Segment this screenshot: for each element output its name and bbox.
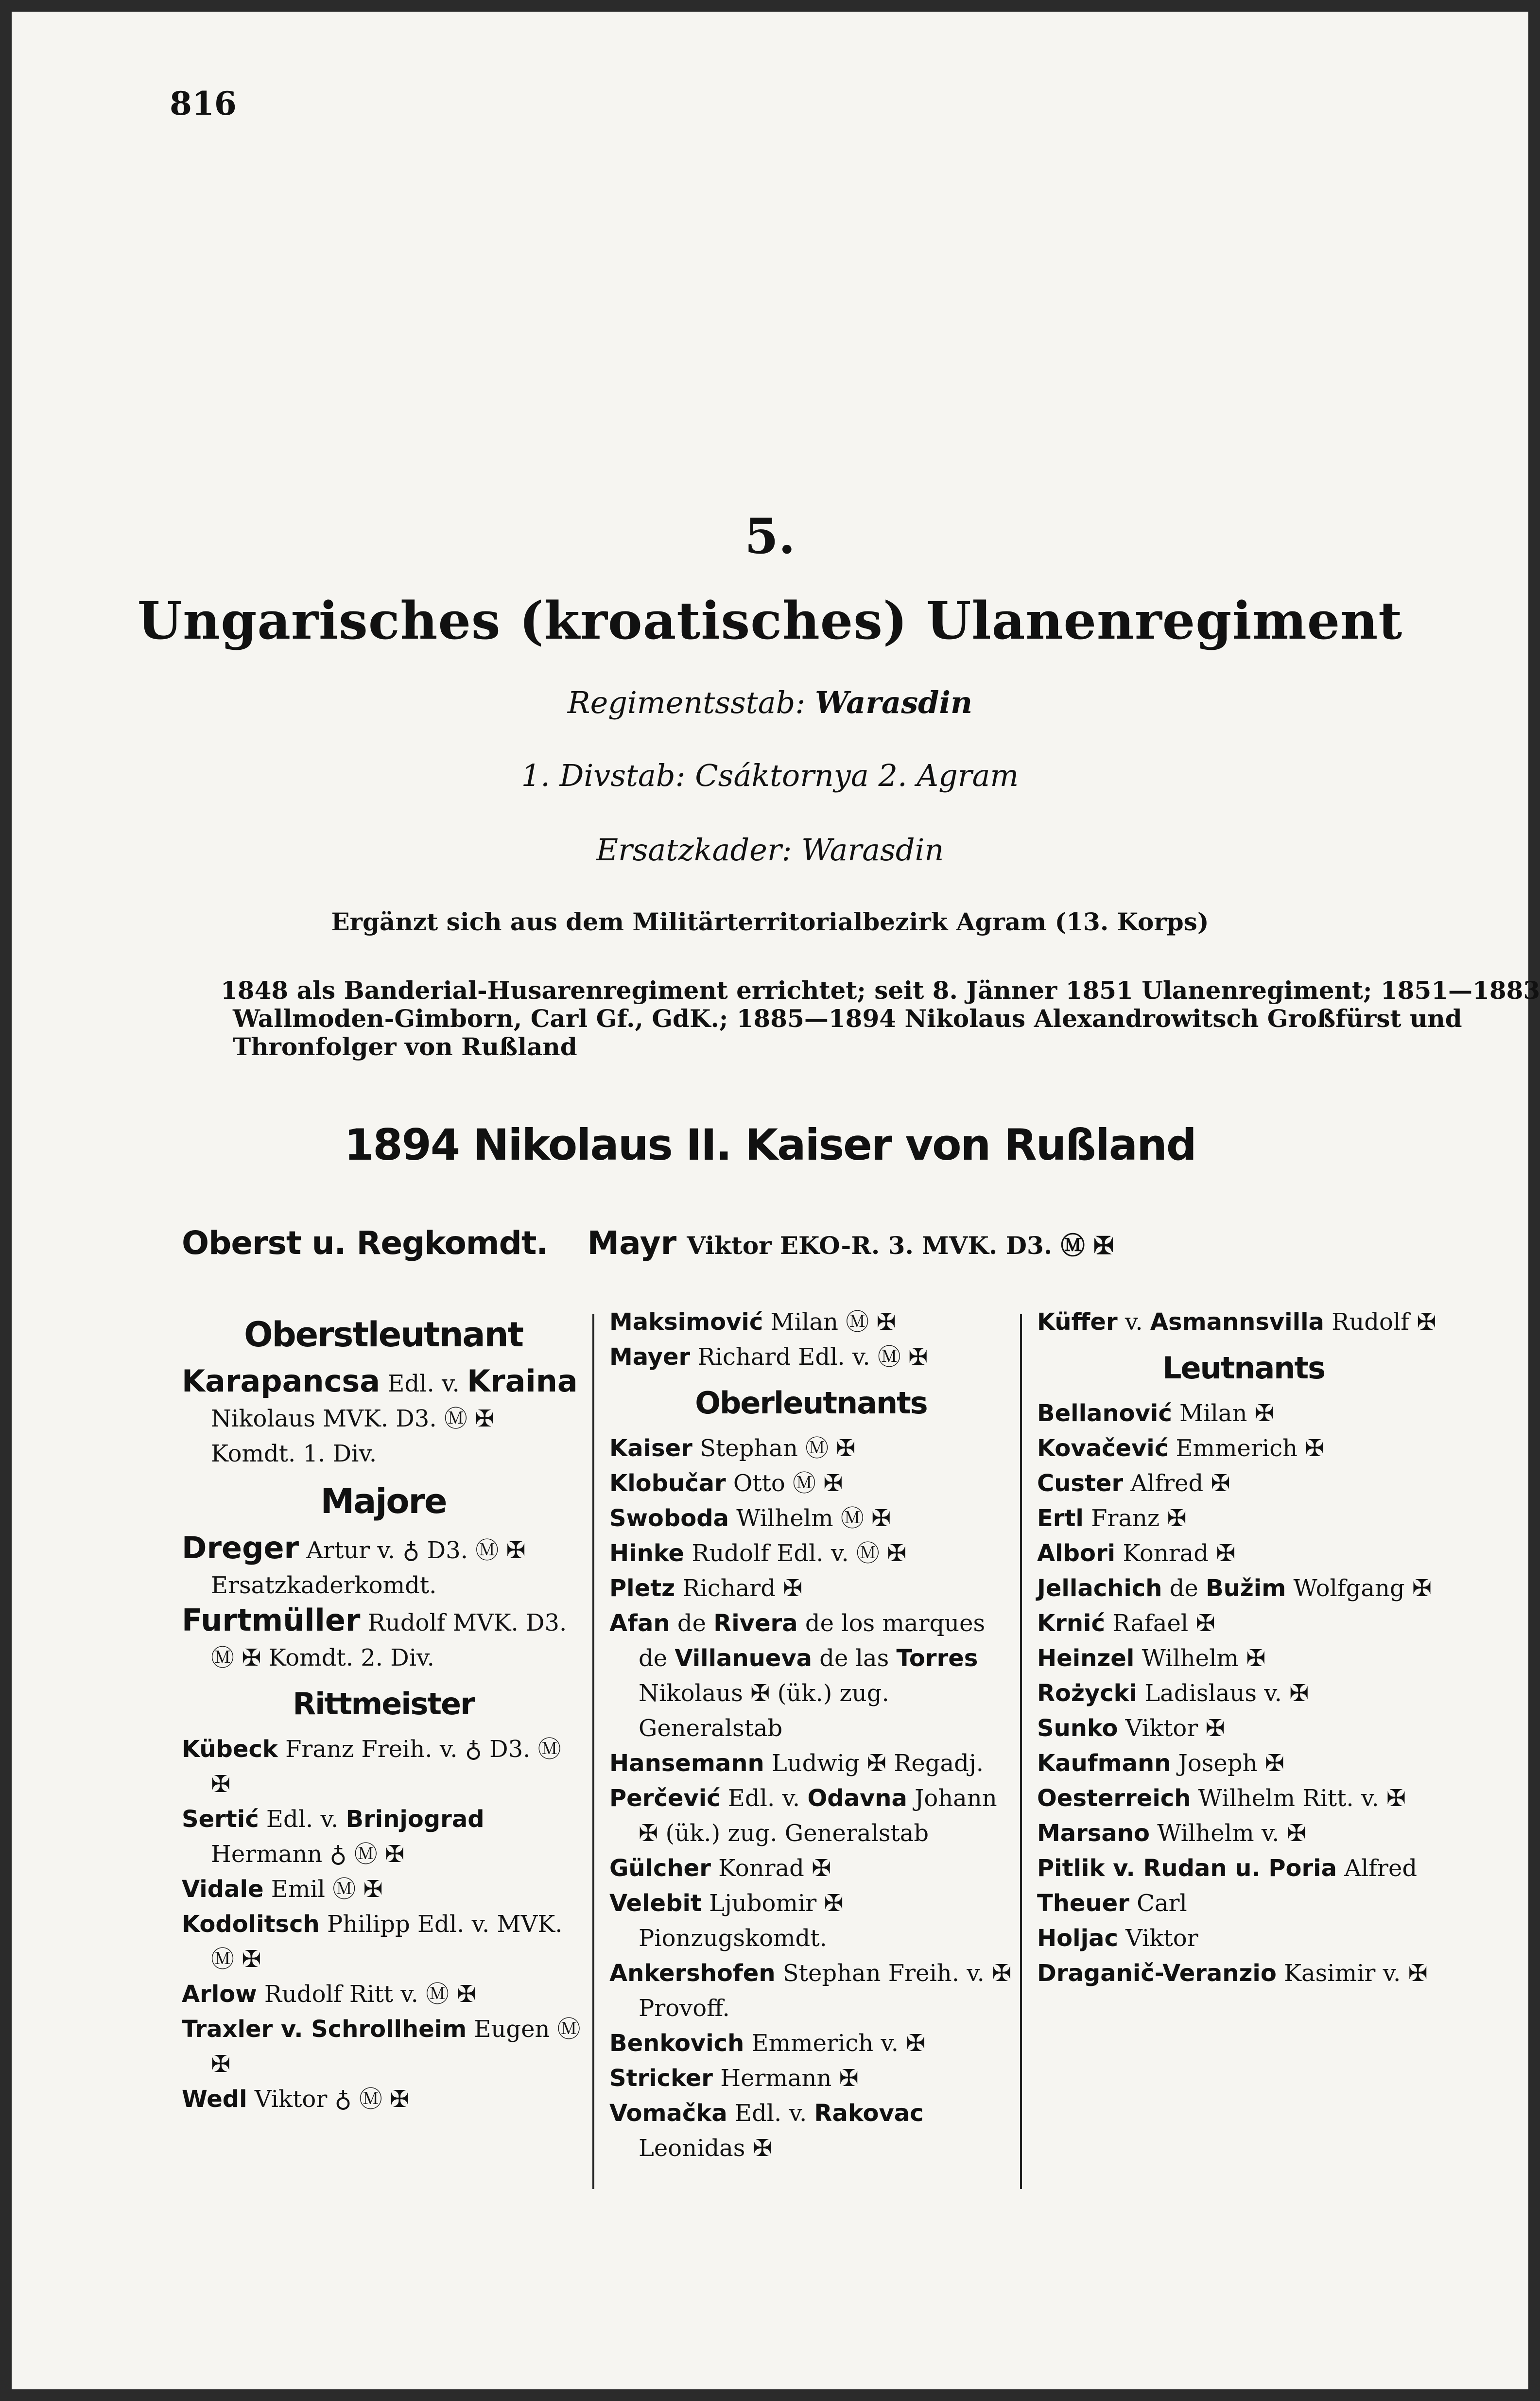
list-item: Benkovich Emmerich v. ✠: [609, 2030, 926, 2057]
regimentsstab-line: [12, 685, 1528, 720]
oberst-rank: Oberst u. Regkomdt.: [182, 1224, 548, 1262]
list-item: Draganič-Veranzio Kasimir v. ✠: [1037, 1960, 1428, 1987]
list-item: Holjac Viktor: [1037, 1925, 1198, 1952]
heading-majore: Majore: [320, 1481, 447, 1521]
column-divider: [1020, 1314, 1022, 2189]
page-number: 816: [170, 85, 237, 122]
divstab-label: 1. Divstab:: [521, 758, 686, 793]
list-item: Karapancsa Edl. v. Kraina: [182, 1363, 578, 1399]
list-item: Vomačka Edl. v. Rakovac Leonidas ✠: [609, 2100, 924, 2162]
list-item-continuation: Komdt. 1. Div.: [211, 1440, 377, 1467]
list-item: Kübeck Franz Freih. v. ♁ D3. Ⓜ ✠: [182, 1736, 561, 1798]
list-item: Sunko Viktor ✠: [1037, 1715, 1225, 1742]
column-2: [609, 1305, 1013, 2166]
ersatzkader-label: Ersatzkader:: [596, 832, 792, 868]
regiment-number: 5.: [744, 507, 796, 565]
list-item: Swoboda Wilhelm Ⓜ ✠: [609, 1505, 891, 1532]
list-item-continuation: Nikolaus MVK. D3. Ⓜ ✠: [211, 1405, 495, 1432]
ergaenzung-line: Ergänzt sich aus dem Militärterritorialbezirk Agram (13. Korps): [331, 907, 1209, 936]
list-item: Albori Konrad ✠: [1037, 1540, 1236, 1567]
divstab-1: Csáktornya: [695, 758, 869, 793]
list-item: Bellanović Milan ✠: [1037, 1400, 1274, 1427]
list-item: Heinzel Wilhelm ✠: [1037, 1645, 1266, 1672]
list-item: Pletz Richard ✠: [609, 1575, 803, 1602]
list-item: Hansemann Ludwig ✠ Regadj.: [609, 1750, 984, 1777]
ersatzkader-line: [12, 832, 1528, 868]
list-item: Kaufmann Joseph ✠: [1037, 1750, 1284, 1777]
list-item: Wedl Viktor ♁ Ⓜ ✠: [182, 2086, 410, 2113]
ersatzkader-place: Warasdin: [801, 832, 944, 868]
history-line-2: Wallmoden-Gimborn, Carl Gf., GdK.; 1885—1894 Nikolaus Alexandrowitsch Großfürst und: [233, 1004, 1462, 1033]
list-item: Arlow Rudolf Ritt v. Ⓜ ✠: [182, 1981, 476, 2008]
list-item: Krnić Rafael ✠: [1037, 1610, 1215, 1637]
history-paragraph: [221, 976, 1540, 1061]
heading-leutnants: Leutnants: [1162, 1350, 1325, 1386]
list-item: Dreger Artur v. ♁ D3. Ⓜ ✠ Ersatzkaderkomdt.: [182, 1530, 526, 1599]
heading-rittmeister: Rittmeister: [293, 1686, 474, 1722]
list-item: Stricker Hermann ✠: [609, 2065, 859, 2092]
list-item: Jellachich de Bužim Wolfgang ✠: [1037, 1575, 1432, 1602]
column-1: [182, 1305, 585, 2117]
list-item: Gülcher Konrad ✠: [609, 1855, 831, 1882]
regiment-owner: 1894 Nikolaus II. Kaiser von Rußland: [344, 1120, 1196, 1170]
heading-oberleutnants: Oberleutnants: [695, 1385, 927, 1421]
list-item: Afan de Rivera de los marques de Villanueva de las Torres Nikolaus ✠ (ük.) zug. Generalstab: [609, 1610, 986, 1742]
oberst-name: Mayr: [587, 1224, 677, 1262]
list-item: Ertl Franz ✠: [1037, 1505, 1187, 1532]
list-item: Kodolitsch Philipp Edl. v. MVK. Ⓜ ✠: [182, 1911, 563, 1973]
regimentsstab-label: Regimentsstab:: [567, 685, 806, 720]
list-item: Marsano Wilhelm v. ✠: [1037, 1820, 1306, 1847]
list-item: Klobučar Otto Ⓜ ✠: [609, 1470, 843, 1497]
column-divider: [592, 1314, 594, 2189]
history-line-3: Thronfolger von Rußland: [233, 1032, 577, 1061]
regiment-title: Ungarisches (kroatisches) Ulanenregiment: [137, 590, 1403, 651]
list-item: Perčević Edl. v. Odavna Johann ✠ (ük.) zug. Generalstab: [609, 1785, 997, 1847]
list-item: Ankershofen Stephan Freih. v. ✠ Provoff.: [609, 1960, 1012, 2022]
list-item: Sertić Edl. v. Brinjograd Hermann ♁ Ⓜ ✠: [182, 1806, 484, 1868]
oberst-entry: [182, 1224, 1114, 1262]
list-item: Maksimović Milan Ⓜ ✠: [609, 1308, 896, 1336]
list-item: Mayer Richard Edl. v. Ⓜ ✠: [609, 1343, 928, 1371]
list-item: Oesterreich Wilhelm Ritt. v. ✠: [1037, 1785, 1406, 1812]
list-item: Theuer Carl: [1037, 1890, 1187, 1917]
list-item: Traxler v. Schrollheim Eugen Ⓜ ✠: [182, 2016, 581, 2078]
divstab-line: [12, 758, 1528, 793]
history-line-1: 1848 als Banderial-Husarenregiment errichtet; seit 8. Jänner 1851 Ulanenregiment; 1851—1883: [221, 976, 1540, 1005]
document-page: [12, 12, 1540, 2389]
column-3: [1037, 1305, 1450, 1991]
list-item: Pitlik v. Rudan u. Poria Alfred: [1037, 1855, 1418, 1882]
list-item: Custer Alfred ✠: [1037, 1470, 1230, 1497]
regimentsstab-place: Warasdin: [814, 685, 973, 720]
divstab-2: 2. Agram: [878, 758, 1019, 793]
list-item: Küffer v. Asmannsvilla Rudolf ✠: [1037, 1308, 1436, 1336]
oberst-details: Viktor EKO-R. 3. MVK. D3. Ⓜ ✠: [687, 1231, 1114, 1260]
list-item: Hinke Rudolf Edl. v. Ⓜ ✠: [609, 1540, 907, 1567]
list-item: Kaiser Stephan Ⓜ ✠: [609, 1435, 856, 1462]
list-item: Velebit Ljubomir ✠ Pionzugskomdt.: [609, 1890, 844, 1952]
list-item: Rożycki Ladislaus v. ✠: [1037, 1680, 1309, 1707]
list-item: Kovačević Emmerich ✠: [1037, 1435, 1325, 1462]
heading-oberstleutnant: Oberstleutnant: [244, 1315, 523, 1355]
list-item: Furtmüller Rudolf MVK. D3. Ⓜ ✠ Komdt. 2. Div.: [182, 1602, 567, 1671]
list-item: Vidale Emil Ⓜ ✠: [182, 1876, 383, 1903]
